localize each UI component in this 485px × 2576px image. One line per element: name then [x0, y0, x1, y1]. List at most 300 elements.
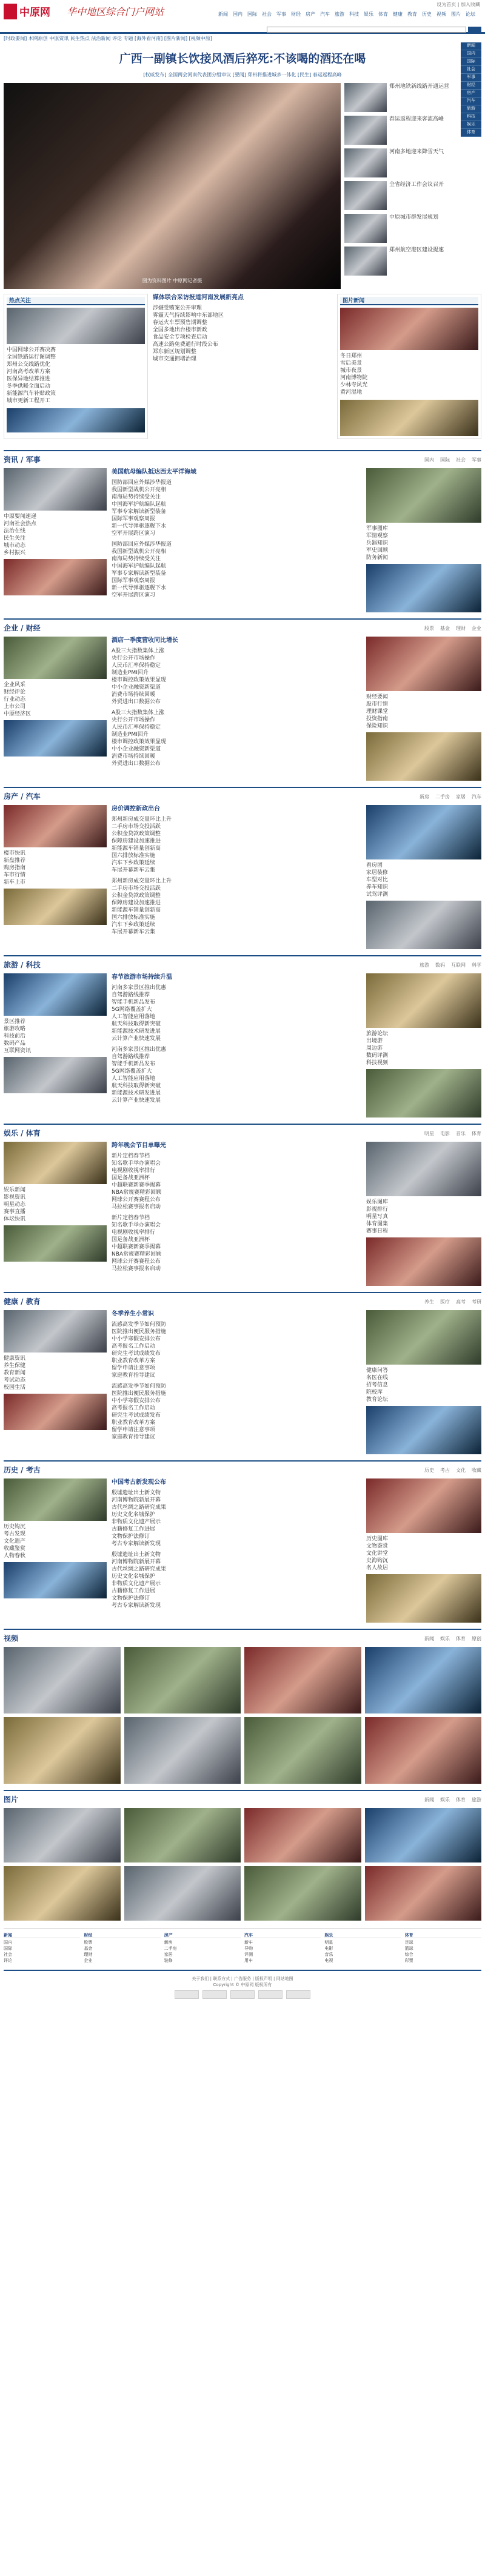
section-tab[interactable]: 二手房: [435, 794, 450, 800]
nav-item[interactable]: 图片: [451, 12, 461, 17]
section-tab[interactable]: 电影: [440, 1131, 450, 1137]
list-item[interactable]: 制造业PMI回升: [112, 731, 149, 738]
list-item[interactable]: NBA常规赛精彩回顾: [112, 1189, 162, 1196]
list-item[interactable]: 娱乐图库: [366, 1199, 389, 1206]
list-item[interactable]: 航天科技取得新突破: [112, 1082, 161, 1089]
list-item[interactable]: 车展开幕新车云集: [112, 867, 156, 873]
list-item[interactable]: 河南博物院新展开幕: [112, 1497, 161, 1503]
section-left-image[interactable]: [4, 1562, 107, 1598]
list-item[interactable]: 教育论坛: [366, 1397, 389, 1403]
nav-item[interactable]: 军事: [276, 12, 286, 17]
list-item[interactable]: 军事图库: [366, 526, 389, 532]
list-item[interactable]: 电视剧收视率排行: [112, 1229, 156, 1236]
section-right-image[interactable]: [366, 1069, 481, 1117]
list-item[interactable]: 楼市调控政策效果显现: [112, 738, 167, 745]
list-item[interactable]: 企业风采: [4, 682, 26, 689]
list-item[interactable]: 我国新型战机公开亮相: [112, 486, 167, 493]
list-item[interactable]: 上市公司: [4, 704, 26, 710]
list-item[interactable]: 考古发现: [4, 1531, 26, 1538]
list-item[interactable]: 黄河湿地: [340, 389, 363, 396]
list-item[interactable]: 雪后美景: [340, 360, 363, 367]
section-right-image[interactable]: [366, 805, 481, 859]
hot-image[interactable]: [7, 308, 145, 344]
footer-col-head[interactable]: 新闻: [4, 1932, 80, 1938]
list-item[interactable]: 郑州新房成交量环比上升: [112, 816, 172, 823]
list-item[interactable]: 空军开展跨区演习: [112, 530, 156, 537]
list-item[interactable]: 文化讲堂: [366, 1551, 389, 1557]
list-item[interactable]: 汽车下乡政策延续: [112, 859, 156, 866]
list-item[interactable]: 人工智能应用落地: [112, 1013, 156, 1020]
list-item[interactable]: 南海局势持续受关注: [112, 555, 161, 562]
video-tab[interactable]: 原创: [472, 1636, 481, 1642]
section-lead[interactable]: 房价调控新政出台: [112, 806, 160, 813]
photos-tab[interactable]: 娱乐: [440, 1797, 450, 1803]
list-item[interactable]: 名医在线: [366, 1375, 389, 1382]
video-item[interactable]: [244, 1717, 361, 1784]
list-item[interactable]: 中国海军护航编队起航: [112, 501, 167, 508]
list-item[interactable]: 涉嫌受贿案公开审理: [152, 305, 202, 311]
list-item[interactable]: 河南多家景区推出优惠: [112, 984, 167, 991]
badge-icon[interactable]: [286, 1990, 310, 1999]
list-item[interactable]: 历史钩沉: [4, 1524, 26, 1531]
section-right-image[interactable]: [366, 973, 481, 1028]
list-item[interactable]: 知名歌手举办演唱会: [112, 1222, 161, 1228]
list-item[interactable]: 中小企业融资新渠道: [112, 746, 161, 752]
list-item[interactable]: 财经要闻: [366, 694, 389, 701]
list-item[interactable]: 投资指南: [366, 716, 389, 723]
section-tab[interactable]: 数码: [435, 962, 445, 968]
list-item[interactable]: 体育图集: [366, 1221, 389, 1228]
badge-icon[interactable]: [202, 1990, 227, 1999]
video-tab[interactable]: 体育: [456, 1636, 466, 1642]
list-item[interactable]: 知名歌手举办演唱会: [112, 1160, 161, 1167]
list-item[interactable]: 养车知识: [366, 884, 389, 891]
list-item[interactable]: 互联网资讯: [4, 1048, 32, 1055]
list-item[interactable]: 电视剧收视率排行: [112, 1167, 156, 1174]
section-right-image[interactable]: [366, 468, 481, 523]
nav-item[interactable]: 视频: [436, 12, 446, 17]
footer-link[interactable]: 社会: [4, 1952, 12, 1958]
list-item[interactable]: 汽车下乡政策延续: [112, 921, 156, 928]
list-item[interactable]: A股三大指数集体上涨: [112, 709, 165, 716]
list-item[interactable]: 试驾评测: [366, 892, 389, 898]
list-item[interactable]: 春运火车票预售期调整: [152, 319, 207, 326]
list-item[interactable]: 体坛快讯: [4, 1216, 26, 1223]
list-item[interactable]: 财经评论: [4, 689, 26, 696]
list-item[interactable]: 航天科技取得新突破: [112, 1021, 161, 1027]
footer-link[interactable]: 国内: [4, 1940, 12, 1945]
list-item[interactable]: 影视排行: [366, 1207, 389, 1213]
footer-link[interactable]: 篮球: [404, 1946, 413, 1952]
section-tab[interactable]: 音乐: [456, 1131, 466, 1137]
list-item[interactable]: 国足备战亚洲杯: [112, 1174, 150, 1181]
site-logo[interactable]: [4, 4, 53, 19]
list-item[interactable]: 文物保护法修订: [112, 1533, 150, 1540]
list-item[interactable]: 明星动态: [4, 1202, 26, 1208]
list-item[interactable]: 央行公开市场操作: [112, 655, 156, 661]
list-item[interactable]: 文化遗产: [4, 1538, 26, 1545]
list-item[interactable]: 全国多地出台楼市新政: [152, 326, 207, 333]
section-right-image[interactable]: [366, 1142, 481, 1196]
list-item[interactable]: 数码评测: [366, 1053, 389, 1059]
list-item[interactable]: 家庭教育指导建议: [112, 1434, 156, 1440]
nav-item[interactable]: 科技: [349, 12, 359, 17]
photos-item[interactable]: [124, 1808, 241, 1862]
right-bar-item[interactable]: 娱乐: [461, 121, 481, 129]
footer-col-head[interactable]: 财经: [84, 1932, 160, 1938]
list-item[interactable]: 新片定档春节档: [112, 1153, 150, 1159]
video-item[interactable]: [244, 1647, 361, 1713]
footer-link[interactable]: 导购: [244, 1946, 253, 1952]
list-item[interactable]: 旅游攻略: [4, 1026, 26, 1033]
section-left-image[interactable]: [4, 1310, 107, 1353]
section-tab[interactable]: 军事: [472, 457, 481, 463]
search-button[interactable]: [468, 27, 481, 33]
section-tab[interactable]: 旅游: [420, 962, 429, 968]
list-item[interactable]: 古代丝绸之路研究成果: [112, 1566, 167, 1572]
list-item[interactable]: 职业教育改革方案: [112, 1357, 156, 1364]
list-item[interactable]: 保障房建设加速推进: [112, 838, 161, 844]
list-item[interactable]: 古代丝绸之路研究成果: [112, 1504, 167, 1511]
section-tab[interactable]: 历史: [424, 1468, 434, 1474]
list-item[interactable]: 冬日郑州: [340, 353, 363, 360]
list-item[interactable]: 家居装修: [366, 870, 389, 876]
footer-col-head[interactable]: 体育: [405, 1932, 481, 1938]
list-item[interactable]: 中小企业融资新渠道: [112, 684, 161, 690]
photos-item[interactable]: [244, 1866, 361, 1921]
list-item[interactable]: 自驾游路线推荐: [112, 1053, 150, 1060]
list-item[interactable]: 二手房市场交投活跃: [112, 885, 161, 892]
section-tab[interactable]: 家居: [456, 794, 466, 800]
hero-side-item[interactable]: [344, 214, 478, 243]
footer-links[interactable]: 关于我们 | 联系方式 | 广告服务 | 版权声明 | 网站地图: [192, 1976, 293, 1982]
list-item[interactable]: 考试动态: [4, 1377, 26, 1384]
section-left-image[interactable]: [4, 1394, 107, 1430]
footer-link[interactable]: 股票: [84, 1940, 93, 1945]
right-bar-item[interactable]: 科技: [461, 113, 481, 121]
list-item[interactable]: 旅游论坛: [366, 1031, 389, 1038]
list-item[interactable]: 国足备战亚洲杯: [112, 1236, 150, 1243]
list-item[interactable]: 法治在线: [4, 528, 26, 535]
list-item[interactable]: 国际军事观察周报: [112, 577, 156, 584]
footer-link[interactable]: 二手房: [164, 1946, 177, 1952]
section-right-image[interactable]: [366, 564, 481, 612]
list-item[interactable]: 高速公路免费通行时段公布: [152, 341, 218, 348]
list-item[interactable]: 新片定档春节档: [112, 1214, 150, 1221]
list-item[interactable]: 人民币汇率保持稳定: [112, 662, 161, 669]
list-item[interactable]: 公积金贷款政策调整: [112, 830, 161, 837]
list-item[interactable]: 出境游: [366, 1038, 383, 1045]
list-item[interactable]: 中超联赛新赛季揭幕: [112, 1182, 161, 1188]
photo-image[interactable]: [340, 308, 478, 350]
section-tab[interactable]: 社会: [456, 457, 466, 463]
section-left-image[interactable]: [4, 1142, 107, 1184]
section-tab[interactable]: 国内: [424, 457, 434, 463]
list-item[interactable]: 乡村振兴: [4, 550, 26, 557]
footer-link[interactable]: 理财: [84, 1952, 93, 1958]
section-right-image[interactable]: [366, 901, 481, 949]
section-lead[interactable]: 春节旅游市场持续升温: [112, 974, 172, 981]
list-item[interactable]: 军史回顾: [366, 548, 389, 554]
list-item[interactable]: 医院推出便民服务措施: [112, 1390, 167, 1397]
list-item[interactable]: 名人故居: [366, 1565, 389, 1572]
footer-link[interactable]: 足球: [404, 1940, 413, 1945]
list-item[interactable]: 我国新型战机公开亮相: [112, 548, 167, 555]
list-item[interactable]: 城市夜景: [340, 368, 363, 374]
list-item[interactable]: 保障房建设加速推进: [112, 899, 161, 906]
list-item[interactable]: 全国铁路运行图调整: [7, 354, 56, 361]
list-item[interactable]: 留学申请注意事项: [112, 1426, 156, 1433]
list-item[interactable]: 高考报名工作启动: [112, 1343, 156, 1349]
right-bar-item[interactable]: 体育: [461, 129, 481, 137]
list-item[interactable]: 历史图库: [366, 1536, 389, 1543]
list-item[interactable]: 河南社会热点: [4, 521, 37, 528]
list-item[interactable]: NBA常规赛精彩回顾: [112, 1251, 162, 1257]
section-left-image[interactable]: [4, 559, 107, 595]
list-item[interactable]: 城市交通拥堵治理: [152, 356, 196, 362]
list-item[interactable]: 中原经济区: [4, 711, 32, 718]
list-item[interactable]: 云计算产业快速发展: [112, 1097, 161, 1104]
list-item[interactable]: 考古专家解读新发现: [112, 1602, 161, 1609]
list-item[interactable]: 消费市场持续回暖: [112, 691, 156, 698]
list-item[interactable]: 校园生活: [4, 1385, 26, 1391]
list-item[interactable]: 马拉松赛事报名启动: [112, 1265, 161, 1272]
list-item[interactable]: 网球公开赛赛程公布: [112, 1258, 161, 1265]
list-item[interactable]: 人物春秋: [4, 1553, 26, 1560]
list-item[interactable]: 空军开展跨区演习: [112, 592, 156, 598]
list-item[interactable]: 5G网络覆盖扩大: [112, 1006, 152, 1013]
list-item[interactable]: 消费市场持续回暖: [112, 753, 156, 760]
section-left-image[interactable]: [4, 1057, 107, 1093]
list-item[interactable]: 文物保护法修订: [112, 1595, 150, 1601]
list-item[interactable]: 兵器知识: [366, 540, 389, 547]
list-item[interactable]: 家庭教育指导建议: [112, 1372, 156, 1379]
nav-item[interactable]: 历史: [422, 12, 432, 17]
list-item[interactable]: 非物质文化遗产展示: [112, 1518, 161, 1525]
video-item[interactable]: [4, 1717, 121, 1784]
list-item[interactable]: 自驾游路线推荐: [112, 992, 150, 998]
right-bar-item[interactable]: 社会: [461, 66, 481, 74]
list-item[interactable]: 楼市调控政策效果显现: [112, 677, 167, 683]
badge-icon[interactable]: [258, 1990, 283, 1999]
list-item[interactable]: 影视资讯: [4, 1194, 26, 1201]
footer-col-head[interactable]: 汽车: [244, 1932, 321, 1938]
photos-tab[interactable]: 体育: [456, 1797, 466, 1803]
section-tab[interactable]: 考古: [440, 1468, 450, 1474]
list-item[interactable]: 保险知识: [366, 723, 389, 730]
list-item[interactable]: 国六排放标准实施: [112, 914, 156, 921]
right-bar-item[interactable]: 国内: [461, 50, 481, 58]
nav-item[interactable]: 社会: [262, 12, 272, 17]
section-left-image[interactable]: [4, 805, 107, 847]
section-left-image[interactable]: [4, 637, 107, 679]
section-tab[interactable]: 理财: [456, 626, 466, 632]
hero-side-item[interactable]: [344, 148, 478, 177]
list-item[interactable]: 新能源汽车补贴政策: [7, 391, 56, 397]
list-item[interactable]: 史海钩沉: [366, 1558, 389, 1564]
nav-item[interactable]: 教育: [407, 12, 417, 17]
list-item[interactable]: 殷墟遗址出土新文物: [112, 1489, 161, 1496]
list-item[interactable]: 央行公开市场操作: [112, 717, 156, 723]
photos-item[interactable]: [4, 1808, 121, 1862]
nav-item[interactable]: 健康: [393, 12, 403, 17]
list-item[interactable]: 少林寺风光: [340, 382, 368, 389]
footer-link[interactable]: 音乐: [324, 1952, 333, 1958]
list-item[interactable]: 公积金贷款政策调整: [112, 892, 161, 899]
search-input[interactable]: [267, 27, 466, 33]
section-right-image[interactable]: [366, 1478, 481, 1533]
list-item[interactable]: 养生保健: [4, 1363, 26, 1369]
nav-item[interactable]: 娱乐: [364, 12, 373, 17]
list-item[interactable]: 流感高发季节如何预防: [112, 1383, 167, 1389]
list-item[interactable]: 国防部回应外媒涉华报道: [112, 479, 172, 486]
center-lead[interactable]: 媒体联合采访报道河南发展新亮点: [152, 294, 244, 302]
list-item[interactable]: 中小学寒假安排公布: [112, 1336, 161, 1342]
section-lead[interactable]: 跨年晚会节目单曝光: [112, 1142, 166, 1150]
sub-nav[interactable]: [时政要闻] 本网原创 中原资讯 民生热点 法治新闻 评论 专题 [海外看河南] [图片新闻] [视频中原]: [4, 36, 212, 41]
section-tab[interactable]: 医疗: [440, 1299, 450, 1305]
section-right-image[interactable]: [366, 1310, 481, 1365]
list-item[interactable]: 南海局势持续受关注: [112, 494, 161, 500]
section-tab[interactable]: 互联网: [451, 962, 466, 968]
list-item[interactable]: 5G网络覆盖扩大: [112, 1068, 152, 1074]
photos-item[interactable]: [244, 1808, 361, 1862]
list-item[interactable]: 数码产品: [4, 1041, 26, 1047]
list-item[interactable]: 中国网球公开赛决赛: [7, 347, 56, 354]
list-item[interactable]: 城市更新工程开工: [7, 398, 51, 405]
list-item[interactable]: 招考信息: [366, 1382, 389, 1389]
section-tab[interactable]: 科学: [472, 962, 481, 968]
list-item[interactable]: 股市行情: [366, 701, 389, 708]
footer-link[interactable]: 企业: [84, 1958, 93, 1964]
list-item[interactable]: 科技视频: [366, 1060, 389, 1067]
section-left-image[interactable]: [4, 1478, 107, 1521]
list-item[interactable]: 健康资讯: [4, 1356, 26, 1362]
list-item[interactable]: 城市动态: [4, 543, 26, 549]
list-item[interactable]: 考古专家解读新发现: [112, 1540, 161, 1547]
list-item[interactable]: 教育新闻: [4, 1370, 26, 1377]
nav-item[interactable]: 论坛: [466, 12, 475, 17]
section-lead[interactable]: 美国航母编队抵达西太平洋海域: [112, 469, 196, 476]
video-item[interactable]: [365, 1647, 482, 1713]
section-left-image[interactable]: [4, 1225, 107, 1262]
list-item[interactable]: 新车上市: [4, 879, 26, 886]
list-item[interactable]: 研究生考试成绩发布: [112, 1412, 161, 1419]
hero-side-item[interactable]: [344, 181, 478, 210]
list-item[interactable]: 国六排放标准实施: [112, 852, 156, 859]
list-item[interactable]: 高考报名工作启动: [112, 1405, 156, 1411]
photos-tab[interactable]: 旅游: [472, 1797, 481, 1803]
list-item[interactable]: 国防部回应外媒涉华报道: [112, 541, 172, 548]
list-item[interactable]: 楼市快讯: [4, 850, 26, 857]
nav-item[interactable]: 汽车: [320, 12, 330, 17]
video-item[interactable]: [124, 1647, 241, 1713]
list-item[interactable]: 医保异地结算推进: [7, 376, 51, 383]
footer-link[interactable]: 综合: [404, 1952, 413, 1958]
list-item[interactable]: 历史文化名城保护: [112, 1511, 156, 1518]
section-tab[interactable]: 明星: [424, 1131, 434, 1137]
list-item[interactable]: 外贸进出口数据公布: [112, 760, 161, 767]
footer-link[interactable]: 明星: [324, 1940, 333, 1945]
list-item[interactable]: 留学申请注意事项: [112, 1365, 156, 1371]
hot-banner-image[interactable]: [7, 408, 145, 432]
section-tab[interactable]: 体育: [472, 1131, 481, 1137]
footer-link[interactable]: 评测: [244, 1952, 253, 1958]
list-item[interactable]: 中小学寒假安排公布: [112, 1397, 161, 1404]
section-tab[interactable]: 考研: [472, 1299, 481, 1305]
set-homepage-link[interactable]: 设为首页: [436, 2, 457, 7]
list-item[interactable]: 河南多家景区推出优惠: [112, 1046, 167, 1053]
right-bar-item[interactable]: 旅游: [461, 105, 481, 113]
nav-item[interactable]: 房产: [306, 12, 315, 17]
right-bar-item[interactable]: 新闻: [461, 42, 481, 50]
photos-item[interactable]: [365, 1866, 482, 1921]
section-tab[interactable]: 养生: [424, 1299, 434, 1305]
list-item[interactable]: 车展开幕新车云集: [112, 929, 156, 935]
footer-link[interactable]: 用车: [244, 1958, 253, 1964]
section-tab[interactable]: 汽车: [472, 794, 481, 800]
list-item[interactable]: 人民币汇率保持稳定: [112, 724, 161, 730]
photo-image-2[interactable]: [340, 400, 478, 436]
nav-item[interactable]: 国际: [247, 12, 257, 17]
list-item[interactable]: 军情观察: [366, 533, 389, 540]
section-tab[interactable]: 国际: [440, 457, 450, 463]
hero-side-item[interactable]: [344, 247, 478, 276]
list-item[interactable]: 新一代导弹驱逐舰下水: [112, 584, 167, 591]
list-item[interactable]: 周边游: [366, 1045, 383, 1052]
section-lead[interactable]: 冬季养生小常识: [112, 1311, 154, 1318]
nav-item[interactable]: 财经: [291, 12, 301, 17]
section-right-image[interactable]: [366, 637, 481, 691]
list-item[interactable]: 冬季供暖全面启动: [7, 383, 51, 390]
footer-col-head[interactable]: 娱乐: [324, 1932, 401, 1938]
list-item[interactable]: 流感高发季节如何预防: [112, 1321, 167, 1328]
list-item[interactable]: 人工智能应用落地: [112, 1075, 156, 1082]
list-item[interactable]: 新一代导弹驱逐舰下水: [112, 523, 167, 529]
video-tab[interactable]: 娱乐: [440, 1636, 450, 1642]
list-item[interactable]: 智能手机新品发布: [112, 999, 156, 1005]
list-item[interactable]: 食品安全专项检查启动: [152, 334, 207, 340]
right-bar-item[interactable]: 军事: [461, 74, 481, 82]
photos-item[interactable]: [124, 1866, 241, 1921]
list-item[interactable]: 马拉松赛事报名启动: [112, 1204, 161, 1210]
list-item[interactable]: 新能源车销量创新高: [112, 845, 161, 852]
footer-link[interactable]: 电影: [324, 1946, 333, 1952]
section-right-image[interactable]: [366, 1237, 481, 1286]
list-item[interactable]: 医院推出便民服务措施: [112, 1328, 167, 1335]
list-item[interactable]: 云计算产业快速发展: [112, 1035, 161, 1042]
list-item[interactable]: 国际军事观察周报: [112, 515, 156, 522]
section-lead[interactable]: 酒店一季度营收同比增长: [112, 637, 178, 644]
right-bar-item[interactable]: 财经: [461, 82, 481, 90]
right-bar-item[interactable]: 国际: [461, 58, 481, 66]
list-item[interactable]: 古籍修复工作进展: [112, 1526, 156, 1532]
list-item[interactable]: 购房指南: [4, 865, 26, 872]
photos-tab[interactable]: 新闻: [424, 1797, 434, 1803]
list-item[interactable]: 研究生考试成绩发布: [112, 1350, 161, 1357]
section-tab[interactable]: 基金: [440, 626, 450, 632]
video-item[interactable]: [124, 1717, 241, 1784]
badge-icon[interactable]: [230, 1990, 255, 1999]
list-item[interactable]: 科技前沿: [4, 1033, 26, 1040]
section-tab[interactable]: 文化: [456, 1468, 466, 1474]
video-item[interactable]: [4, 1647, 121, 1713]
list-item[interactable]: 新盘推荐: [4, 858, 26, 864]
list-item[interactable]: 新能源车销量创新高: [112, 907, 161, 913]
video-tab[interactable]: 新闻: [424, 1636, 434, 1642]
hero-side-item[interactable]: [344, 116, 478, 145]
list-item[interactable]: 军事专家解读新型装备: [112, 508, 167, 515]
